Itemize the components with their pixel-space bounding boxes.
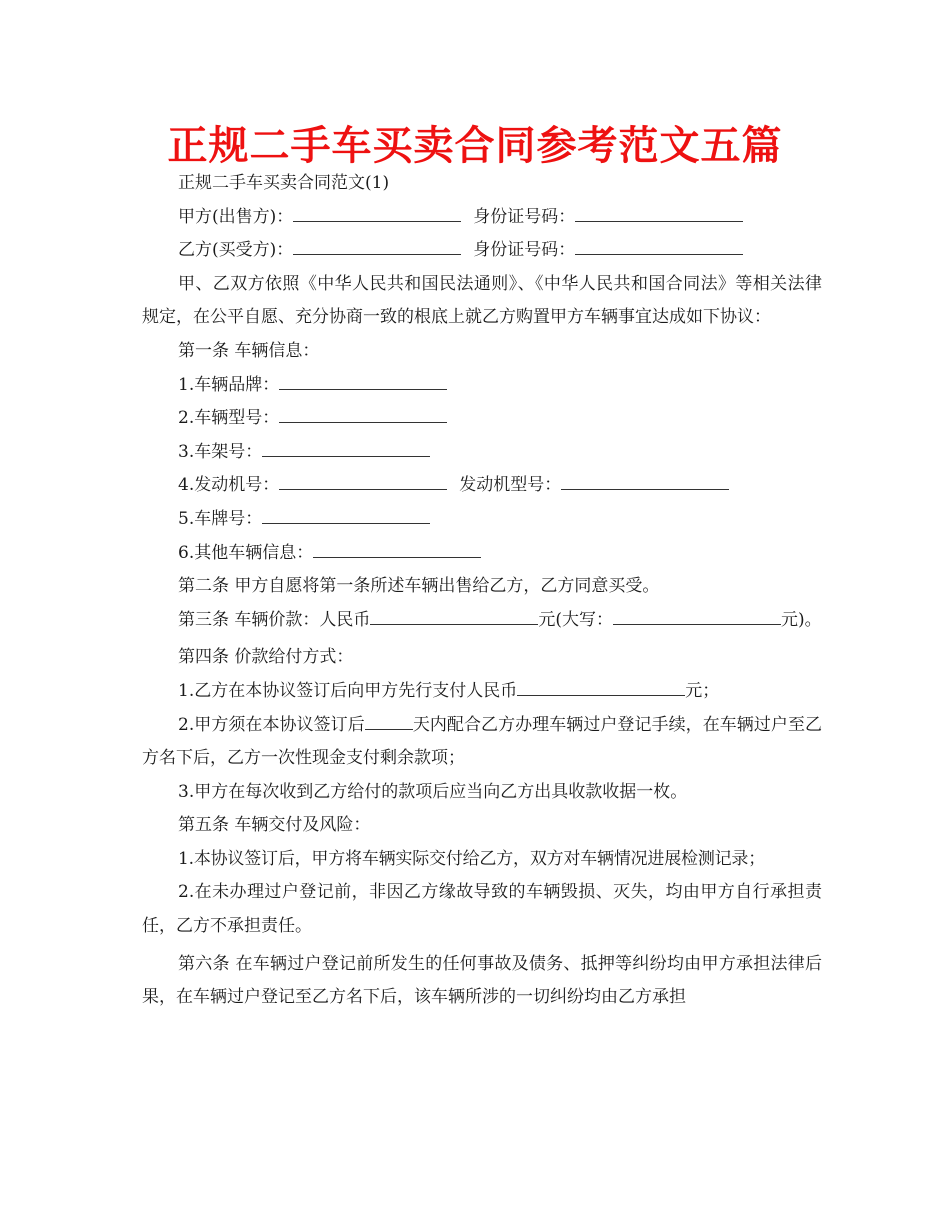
article-5-item-1: 1.本协议签订后，甲方将车辆实际交付给乙方，双方对车辆情况进展检测记录； [178, 848, 766, 869]
party-a-name-blank[interactable] [293, 205, 461, 222]
article-6: 第六条 在车辆过户登记前所发生的任何事故及债务、抵押等纠纷均由甲方承担法律后果，在车辆过户登记至乙方名下后，该车辆所涉的一切纠纷均由乙方承担 [142, 953, 822, 1008]
frame-number-line [142, 436, 822, 470]
days-blank[interactable] [365, 713, 413, 730]
contract-subtitle: 正规二手车买卖合同范文(1) [178, 173, 390, 193]
article-3-capital-label: 元(大写： [538, 609, 614, 630]
article-3 [142, 604, 822, 638]
vehicle-brand-blank[interactable] [279, 373, 447, 390]
other-info-line [142, 537, 822, 571]
prepayment-blank[interactable] [517, 679, 685, 696]
contract-body [142, 167, 822, 1015]
other-info-blank[interactable] [313, 541, 481, 558]
frame-number-blank[interactable] [262, 440, 430, 457]
engine-number-label: 4.发动机号： [178, 475, 280, 496]
party-a-id-label: 身份证号码： [473, 206, 576, 227]
vehicle-model-label: 2.车辆型号： [178, 408, 280, 429]
article-2: 第二条 甲方自愿将第一条所述车辆出售给乙方，乙方同意买受。 [178, 576, 660, 597]
party-a-id-blank[interactable] [575, 205, 743, 222]
party-b-id-label: 身份证号码： [473, 240, 576, 261]
party-b-line [142, 234, 822, 268]
engine-number-blank[interactable] [279, 473, 447, 490]
article-5-title: 第五条 车辆交付及风险： [178, 815, 371, 836]
article-4-item-2-text: 2.甲方须在本协议签订后 [178, 714, 365, 735]
article-3-price-label: 第三条 车辆价款：人民币 [178, 609, 371, 630]
article-4-item-2 [142, 709, 822, 776]
other-info-label: 6.其他车辆信息： [178, 542, 314, 563]
article-4-item-2-rest: 天内配合乙方办理车辆过户登记手续，在车辆过户至乙方名下后，乙方一次性现金支付剩余款项； [142, 714, 822, 769]
article-1-title: 第一条 车辆信息： [178, 340, 320, 361]
document-title: 正规二手车买卖合同参考范文五篇 [167, 123, 783, 169]
article-3-end: 元)。 [781, 609, 822, 630]
article-4-item-3: 3.甲方在每次收到乙方给付的款项后应当向乙方出具收款收据一枚。 [178, 781, 688, 802]
plate-line [142, 503, 822, 537]
engine-line [142, 469, 822, 503]
article-4-item-1 [142, 675, 822, 709]
party-b-id-blank[interactable] [575, 238, 743, 255]
article-4-item-1-end: 元； [685, 680, 720, 701]
article-4-item-1-text: 1.乙方在本协议签订后向甲方先行支付人民币 [178, 680, 518, 701]
engine-model-blank[interactable] [561, 473, 729, 490]
vehicle-model-blank[interactable] [279, 406, 447, 423]
party-b-label: 乙方(买受方)： [178, 240, 294, 261]
plate-blank[interactable] [262, 507, 430, 524]
vehicle-model-line [142, 402, 822, 436]
engine-model-label: 发动机型号： [459, 475, 562, 496]
price-amount-blank[interactable] [370, 608, 538, 625]
party-a-line [142, 201, 822, 235]
plate-label: 5.车牌号： [178, 508, 263, 529]
article-5-item-2: 2.在未办理过户登记前，非因乙方缘故导致的车辆毁损、灭失，均由甲方自行承担责任，乙方不承担责任。 [142, 882, 822, 937]
vehicle-brand-line [142, 369, 822, 403]
article-4-title: 第四条 价款给付方式： [178, 647, 354, 668]
frame-number-label: 3.车架号： [178, 441, 263, 462]
intro-paragraph: 甲、乙双方依照《中华人民共和国民法通则》、《中华人民共和国合同法》等相关法律规定，在公平自愿、充分协商一致的根底上就乙方购置甲方车辆事宜达成如下协议： [142, 273, 822, 328]
vehicle-brand-label: 1.车辆品牌： [178, 374, 280, 395]
price-capital-blank[interactable] [613, 608, 781, 625]
party-a-label: 甲方(出售方)： [178, 206, 294, 227]
party-b-name-blank[interactable] [293, 238, 461, 255]
